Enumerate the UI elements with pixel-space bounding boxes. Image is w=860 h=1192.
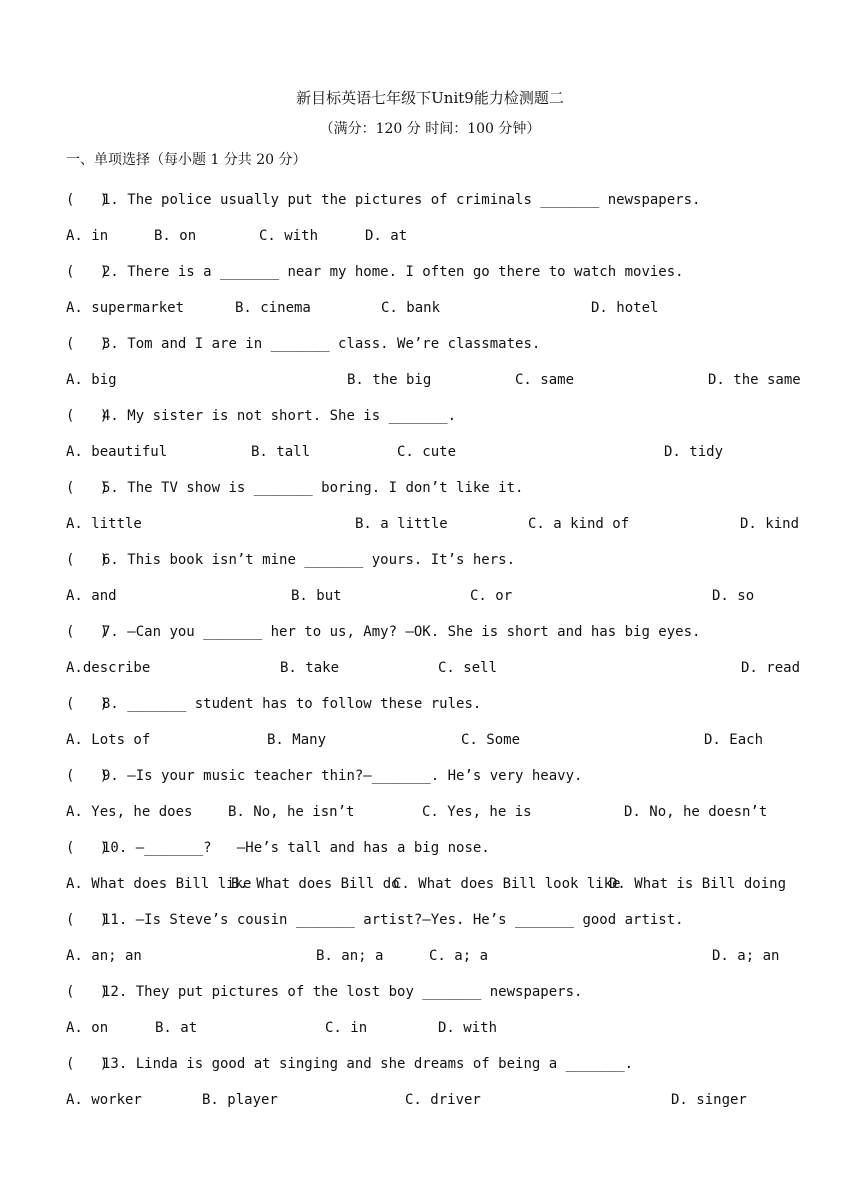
option-c: C. a kind of xyxy=(528,516,630,532)
option-a: A. What does Bill like xyxy=(66,876,252,892)
option-a: A. supermarket xyxy=(66,300,185,316)
question-11 xyxy=(66,910,684,930)
option-d: D. with xyxy=(438,1020,498,1036)
option-a: A. Lots of xyxy=(66,732,151,748)
question-stem: There is a _______ near my home. I often go there to watch movies. xyxy=(127,264,684,280)
question-8 xyxy=(66,694,481,714)
option-b: B. a little xyxy=(355,516,448,532)
option-c: C. or xyxy=(470,588,513,604)
option-c: C. bank xyxy=(381,300,441,316)
question-13 xyxy=(66,1054,633,1074)
answer-blank[interactable]: ( ) xyxy=(66,840,109,856)
option-c: C. same xyxy=(515,372,575,388)
option-b: B. but xyxy=(291,588,342,604)
option-a: A. an; an xyxy=(66,948,142,964)
option-c: C. Some xyxy=(461,732,521,748)
option-b: B. player xyxy=(202,1092,278,1108)
question-stem: —Is Steve’s cousin _______ artist?—Yes. He’s _______ good artist. xyxy=(135,912,684,928)
page-title: 新目标英语七年级下Unit9能力检测题二 xyxy=(296,89,564,107)
question-stem: —Is your music teacher thin?—_______. He’s very heavy. xyxy=(127,768,583,784)
option-d: D. kind xyxy=(740,516,800,532)
option-d: D. hotel xyxy=(591,300,659,316)
question-stem: They put pictures of the lost boy _______ newspapers. xyxy=(135,984,583,1000)
option-b: B. cinema xyxy=(235,300,311,316)
option-a: A. and xyxy=(66,588,117,604)
question-number: 13. xyxy=(102,1056,136,1072)
option-c: C. in xyxy=(325,1020,368,1036)
answer-blank[interactable]: ( ) xyxy=(66,264,109,280)
question-number: 2. xyxy=(102,264,128,280)
option-c: C. What does Bill look like xyxy=(393,876,621,892)
answer-blank[interactable]: ( ) xyxy=(66,336,109,352)
answer-blank[interactable]: ( ) xyxy=(66,984,109,1000)
question-9 xyxy=(66,766,582,786)
question-3 xyxy=(66,334,540,354)
option-c: C. cute xyxy=(397,444,457,460)
question-12 xyxy=(66,982,582,1002)
option-d: D. so xyxy=(712,588,755,604)
option-c: C. driver xyxy=(405,1092,481,1108)
answer-blank[interactable]: ( ) xyxy=(66,624,109,640)
question-7 xyxy=(66,622,700,642)
option-b: B. Many xyxy=(267,732,327,748)
answer-blank[interactable]: ( ) xyxy=(66,696,109,712)
question-number: 7. xyxy=(102,624,128,640)
question-number: 3. xyxy=(102,336,128,352)
answer-blank[interactable]: ( ) xyxy=(66,480,109,496)
answer-blank[interactable]: ( ) xyxy=(66,768,109,784)
option-c: C. a; a xyxy=(429,948,489,964)
question-number: 10. xyxy=(102,840,136,856)
option-a: A. Yes, he does xyxy=(66,804,193,820)
question-2 xyxy=(66,262,684,282)
option-a: A. big xyxy=(66,372,117,388)
question-1 xyxy=(66,190,700,210)
option-b: B. take xyxy=(280,660,340,676)
question-number: 11. xyxy=(102,912,136,928)
question-stem: The police usually put the pictures of criminals _______ newspapers. xyxy=(127,192,701,208)
question-stem: Linda is good at singing and she dreams of being a _______. xyxy=(135,1056,634,1072)
option-a: A. in xyxy=(66,228,109,244)
question-stem: _______ student has to follow these rules. xyxy=(127,696,482,712)
option-b: B. the big xyxy=(347,372,432,388)
option-d: D. a; an xyxy=(712,948,780,964)
option-d: D. No, he doesn’t xyxy=(624,804,768,820)
option-a: A. worker xyxy=(66,1092,142,1108)
section-heading: 一、单项选择（每小题 1 分共 20 分） xyxy=(66,152,307,168)
question-stem: —_______? —He’s tall and has a big nose. xyxy=(135,840,490,856)
option-d: D. tidy xyxy=(664,444,724,460)
option-b: B. at xyxy=(155,1020,198,1036)
question-number: 5. xyxy=(102,480,128,496)
option-d: D. singer xyxy=(671,1092,747,1108)
option-d: D. What is Bill doing xyxy=(609,876,787,892)
answer-blank[interactable]: ( ) xyxy=(66,912,109,928)
option-c: C. Yes, he is xyxy=(422,804,532,820)
question-number: 6. xyxy=(102,552,128,568)
answer-blank[interactable]: ( ) xyxy=(66,408,109,424)
question-stem: —Can you _______ her to us, Amy? —OK. She is short and has big eyes. xyxy=(127,624,701,640)
option-d: D. the same xyxy=(708,372,801,388)
question-number: 1. xyxy=(102,192,128,208)
question-10 xyxy=(66,838,490,858)
option-b: B. on xyxy=(154,228,197,244)
option-d: D. at xyxy=(365,228,408,244)
question-stem: My sister is not short. She is _______. xyxy=(127,408,457,424)
exam-info: （满分：120 分 时间：100 分钟） xyxy=(319,121,541,137)
option-c: C. sell xyxy=(438,660,498,676)
question-stem: Tom and I are in _______ class. We’re classmates. xyxy=(127,336,541,352)
question-number: 8. xyxy=(102,696,128,712)
option-a: A. on xyxy=(66,1020,109,1036)
answer-blank[interactable]: ( ) xyxy=(66,192,109,208)
option-c: C. with xyxy=(259,228,319,244)
question-6 xyxy=(66,550,515,570)
answer-blank[interactable]: ( ) xyxy=(66,552,109,568)
question-number: 4. xyxy=(102,408,128,424)
option-d: D. read xyxy=(741,660,801,676)
question-stem: This book isn’t mine _______ yours. It’s hers. xyxy=(127,552,516,568)
question-number: 12. xyxy=(102,984,136,1000)
option-d: D. Each xyxy=(704,732,764,748)
option-a: A. beautiful xyxy=(66,444,168,460)
question-4 xyxy=(66,406,456,426)
question-stem: The TV show is _______ boring. I don’t like it. xyxy=(127,480,524,496)
option-b: B. tall xyxy=(251,444,311,460)
question-number: 9. xyxy=(102,768,128,784)
option-a: A. little xyxy=(66,516,142,532)
option-a: A.describe xyxy=(66,660,151,676)
option-b: B. No, he isn’t xyxy=(228,804,355,820)
question-5 xyxy=(66,478,523,498)
answer-blank[interactable]: ( ) xyxy=(66,1056,109,1072)
option-b: B. What does Bill do xyxy=(231,876,400,892)
option-b: B. an; a xyxy=(316,948,384,964)
